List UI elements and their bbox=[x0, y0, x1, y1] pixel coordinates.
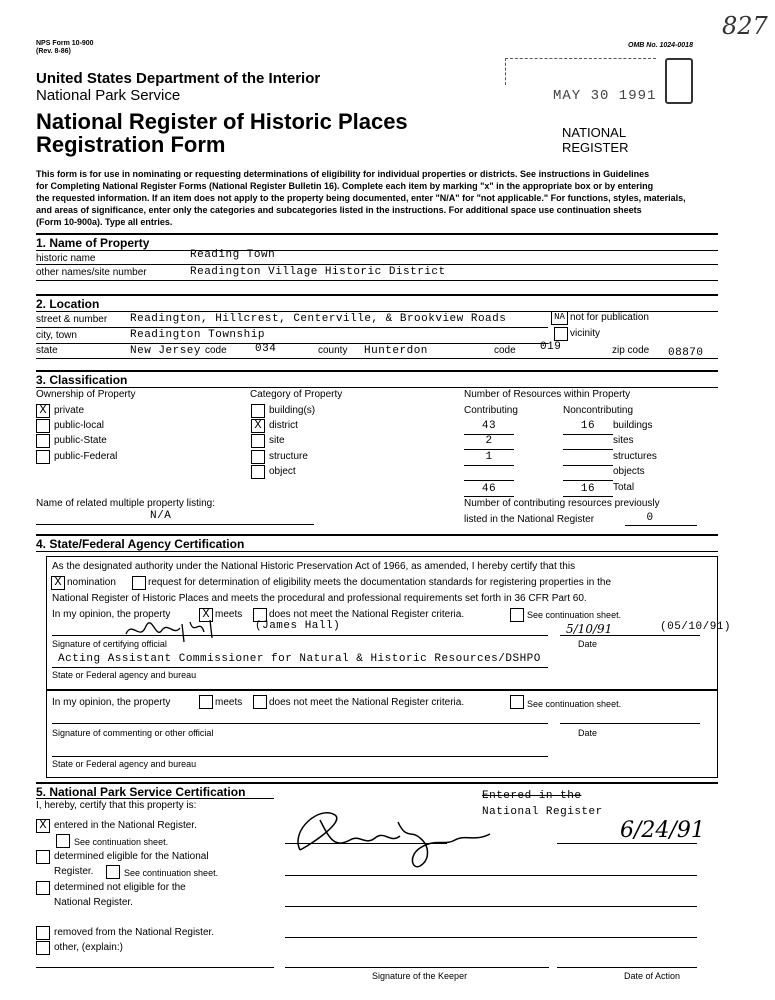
meets-mark: X bbox=[202, 607, 210, 621]
removed-checkbox[interactable] bbox=[36, 926, 50, 940]
ownership-label: Ownership of Property bbox=[36, 389, 136, 400]
signature-label: Signature of certifying official bbox=[52, 639, 167, 649]
street-label: street & number bbox=[36, 314, 108, 325]
nomination-mark: X bbox=[54, 575, 62, 589]
other-label: other, (explain:) bbox=[54, 942, 123, 953]
nomination-checkbox[interactable] bbox=[51, 576, 65, 590]
eligible-continuation-checkbox[interactable] bbox=[106, 865, 120, 879]
certify-label: I, hereby, certify that this property is: bbox=[36, 800, 197, 811]
county-code-value[interactable]: 019 bbox=[540, 341, 562, 353]
category-building-checkbox[interactable] bbox=[251, 404, 265, 418]
does-not-meet2-checkbox[interactable] bbox=[253, 695, 267, 709]
category-structure-checkbox[interactable] bbox=[251, 450, 265, 464]
action-date-label: Date of Action bbox=[624, 971, 681, 981]
ownership-private-checkbox[interactable] bbox=[36, 404, 50, 418]
agency-value[interactable]: Acting Assistant Commissioner for Natural & Historic Resources/DSHPO bbox=[58, 653, 541, 665]
eligible-continuation-label: See continuation sheet. bbox=[124, 868, 219, 878]
agency-label: State or Federal agency and bureau bbox=[52, 670, 197, 680]
category-site-label: site bbox=[269, 435, 285, 446]
commenting-label: Signature of commenting or other official bbox=[52, 728, 214, 738]
signed-date-typed: (05/10/91) bbox=[660, 621, 732, 633]
resource-noncontributing[interactable]: 16 bbox=[580, 420, 596, 432]
resource-type: objects bbox=[613, 466, 645, 477]
date-label: Date bbox=[578, 639, 598, 649]
resource-contributing-total[interactable]: 46 bbox=[481, 483, 497, 495]
not-eligible-label: determined not eligible for the bbox=[54, 882, 186, 893]
zip-label: zip code bbox=[612, 345, 650, 356]
agency2-label: State or Federal agency and bureau bbox=[52, 759, 197, 769]
eligible-label: determined eligible for the National bbox=[54, 851, 209, 862]
resource-type: buildings bbox=[613, 420, 653, 431]
instructions-line: the requested information. If an item does not apply to the property being documented, enter "N/A" for "not applicable." For functions, styles, materials, bbox=[36, 193, 686, 203]
entered-label: entered in the National Register. bbox=[54, 820, 197, 831]
request-checkbox[interactable] bbox=[132, 576, 146, 590]
instructions-line: for Completing National Register Forms (National Register Bulletin 16). Complete each item by marking "x" in the appropriate box or by entering bbox=[36, 181, 654, 191]
form-revision: (Rev. 8-86) bbox=[36, 48, 71, 55]
category-object-label: object bbox=[269, 466, 296, 477]
handwritten-number: 827 bbox=[722, 12, 768, 40]
meets-label: meets bbox=[215, 609, 243, 620]
resource-contributing[interactable]: 43 bbox=[481, 420, 497, 432]
keeper-date: 6/24/91 bbox=[620, 818, 705, 843]
category-mark: X bbox=[254, 418, 262, 432]
eligible-register-label: Register. bbox=[54, 866, 94, 877]
ownership-public-federal-checkbox[interactable] bbox=[36, 450, 50, 464]
received-stamp bbox=[505, 58, 695, 114]
resource-type-total: Total bbox=[613, 482, 635, 493]
see-continuation-checkbox[interactable] bbox=[510, 608, 524, 622]
entered-continuation-label: See continuation sheet. bbox=[74, 837, 169, 847]
opinion-prefix: In my opinion, the property bbox=[52, 609, 171, 620]
opinion2-prefix: In my opinion, the property bbox=[52, 697, 171, 708]
date2-label: Date bbox=[578, 728, 598, 738]
street-value[interactable]: Readington, Hillcrest, Centerville, & Brookview Roads bbox=[130, 313, 507, 325]
category-site-checkbox[interactable] bbox=[251, 434, 265, 448]
category-object-checkbox[interactable] bbox=[251, 465, 265, 479]
other-names-value[interactable]: Readington Village Historic District bbox=[190, 266, 446, 278]
does-not-meet2-label: does not meet the National Register criteria. bbox=[269, 697, 465, 708]
county-label: county bbox=[318, 345, 348, 356]
zip-value[interactable]: 08870 bbox=[668, 347, 704, 359]
city-value[interactable]: Readington Township bbox=[130, 329, 265, 341]
see-continuation-label: See continuation sheet. bbox=[527, 610, 622, 620]
not-for-publication-label: not for publication bbox=[570, 312, 649, 323]
section3-heading: 3. Classification bbox=[36, 373, 128, 387]
noncontributing-label: Noncontributing bbox=[563, 405, 634, 416]
eligible-checkbox[interactable] bbox=[36, 850, 50, 864]
state-value[interactable]: New Jersey bbox=[130, 345, 202, 357]
stamp-org-line2: REGISTER bbox=[562, 140, 629, 155]
cert-line1: As the designated authority under the National Historic Preservation Act of 1966, as amended, I hereby certify that this bbox=[52, 561, 576, 572]
resources-label: Number of Resources within Property bbox=[464, 389, 631, 400]
keeper-label: Signature of the Keeper bbox=[372, 971, 468, 981]
resource-type: structures bbox=[613, 451, 657, 462]
county-value[interactable]: Hunterdon bbox=[364, 345, 428, 357]
ownership-public-local-checkbox[interactable] bbox=[36, 419, 50, 433]
vicinity-checkbox[interactable] bbox=[554, 327, 568, 341]
stamp-date: MAY 30 1991 bbox=[553, 88, 657, 104]
historic-name-value[interactable]: Reading Town bbox=[190, 249, 276, 261]
page-title-line1: National Register of Historic Places bbox=[36, 109, 408, 134]
entered-checkbox[interactable] bbox=[36, 819, 50, 833]
previously-listed-value[interactable]: 0 bbox=[646, 512, 654, 524]
keeper-signature bbox=[280, 800, 510, 870]
instructions-line: This form is for use in nominating or requesting determinations of eligibility for individual properties or districts. See instructions in Guidelines bbox=[36, 169, 650, 179]
ownership-private-label: private bbox=[54, 405, 85, 416]
resource-contributing[interactable]: 2 bbox=[485, 435, 493, 447]
ownership-public-state-checkbox[interactable] bbox=[36, 434, 50, 448]
removed-label: removed from the National Register. bbox=[54, 927, 215, 938]
contributing-label: Contributing bbox=[464, 405, 518, 416]
category-structure-label: structure bbox=[269, 451, 308, 462]
cert-line3: National Register of Historic Places and meets the procedural and professional requirements set forth in 36 CFR Part 60. bbox=[52, 593, 587, 604]
vicinity-label: vicinity bbox=[570, 328, 601, 339]
section5-heading: 5. National Park Service Certification bbox=[36, 785, 246, 799]
form-number: NPS Form 10-900 bbox=[36, 40, 94, 47]
nomination-label: nomination bbox=[67, 577, 116, 588]
meets2-label: meets bbox=[215, 697, 243, 708]
other-names-label: other names/site number bbox=[36, 267, 147, 278]
see-continuation2-checkbox[interactable] bbox=[510, 695, 524, 709]
ownership-public-state-label: public-State bbox=[54, 435, 107, 446]
resource-type: sites bbox=[613, 435, 634, 446]
signed-date-handwritten: 5/10/91 bbox=[566, 622, 613, 636]
department-name: United States Department of the Interior bbox=[36, 70, 321, 87]
other-checkbox[interactable] bbox=[36, 941, 50, 955]
section2-heading: 2. Location bbox=[36, 297, 100, 311]
category-district-checkbox[interactable] bbox=[251, 419, 265, 433]
see-continuation2-label: See continuation sheet. bbox=[527, 699, 622, 709]
multiple-listing-label: Name of related multiple property listing: bbox=[36, 498, 215, 509]
county-code-label: code bbox=[494, 345, 516, 356]
instructions-line: and areas of significance, enter only the categories and subcategories listed in the instructions. For additional space use continuation sheets bbox=[36, 205, 642, 215]
not-eligible-register-label: National Register. bbox=[54, 897, 133, 908]
request-label: request for determination of eligibility meets the documentation standards for registering properties in the bbox=[148, 577, 612, 588]
category-building-label: building(s) bbox=[269, 405, 316, 416]
state-label: state bbox=[36, 345, 58, 356]
previously-listed-line1: Number of contributing resources previously bbox=[464, 498, 660, 509]
not-for-publication-checkbox[interactable] bbox=[551, 311, 568, 325]
city-label: city, town bbox=[36, 330, 77, 341]
meets2-checkbox[interactable] bbox=[199, 695, 213, 709]
stamp-org-line1: NATIONAL bbox=[562, 125, 627, 140]
ownership-private-mark: X bbox=[39, 403, 47, 417]
does-not-meet-label: does not meet the National Register criteria. bbox=[269, 609, 465, 620]
signer-typed-name: (James Hall) bbox=[255, 620, 341, 632]
section4-heading: 4. State/Federal Agency Certification bbox=[36, 537, 245, 551]
previously-listed-line2: listed in the National Register bbox=[464, 514, 595, 525]
omb-number: OMB No. 1024-0018 bbox=[628, 42, 693, 49]
page-title-line2: Registration Form bbox=[36, 132, 226, 157]
entered-stamp-line2: National Register bbox=[482, 806, 603, 818]
resource-noncontributing-total[interactable]: 16 bbox=[580, 483, 596, 495]
multiple-listing-value[interactable]: N/A bbox=[150, 510, 172, 522]
instructions-line: (Form 10-900a). Type all entries. bbox=[36, 217, 173, 227]
resource-contributing[interactable]: 1 bbox=[485, 451, 493, 463]
entered-mark: X bbox=[39, 818, 47, 832]
entered-stamp-line1: Entered in the bbox=[482, 790, 582, 802]
ownership-public-federal-label: public-Federal bbox=[54, 451, 118, 462]
section1-heading: 1. Name of Property bbox=[36, 236, 150, 250]
service-name: National Park Service bbox=[36, 87, 181, 104]
state-code-value[interactable]: 034 bbox=[255, 343, 277, 355]
not-for-publication-mark: NA bbox=[554, 312, 565, 322]
category-district-label: district bbox=[269, 420, 298, 431]
not-eligible-checkbox[interactable] bbox=[36, 881, 50, 895]
entered-continuation-checkbox[interactable] bbox=[56, 834, 70, 848]
ownership-public-local-label: public-local bbox=[54, 420, 105, 431]
historic-name-label: historic name bbox=[36, 253, 96, 264]
category-label: Category of Property bbox=[250, 389, 343, 400]
state-code-label: code bbox=[205, 345, 227, 356]
